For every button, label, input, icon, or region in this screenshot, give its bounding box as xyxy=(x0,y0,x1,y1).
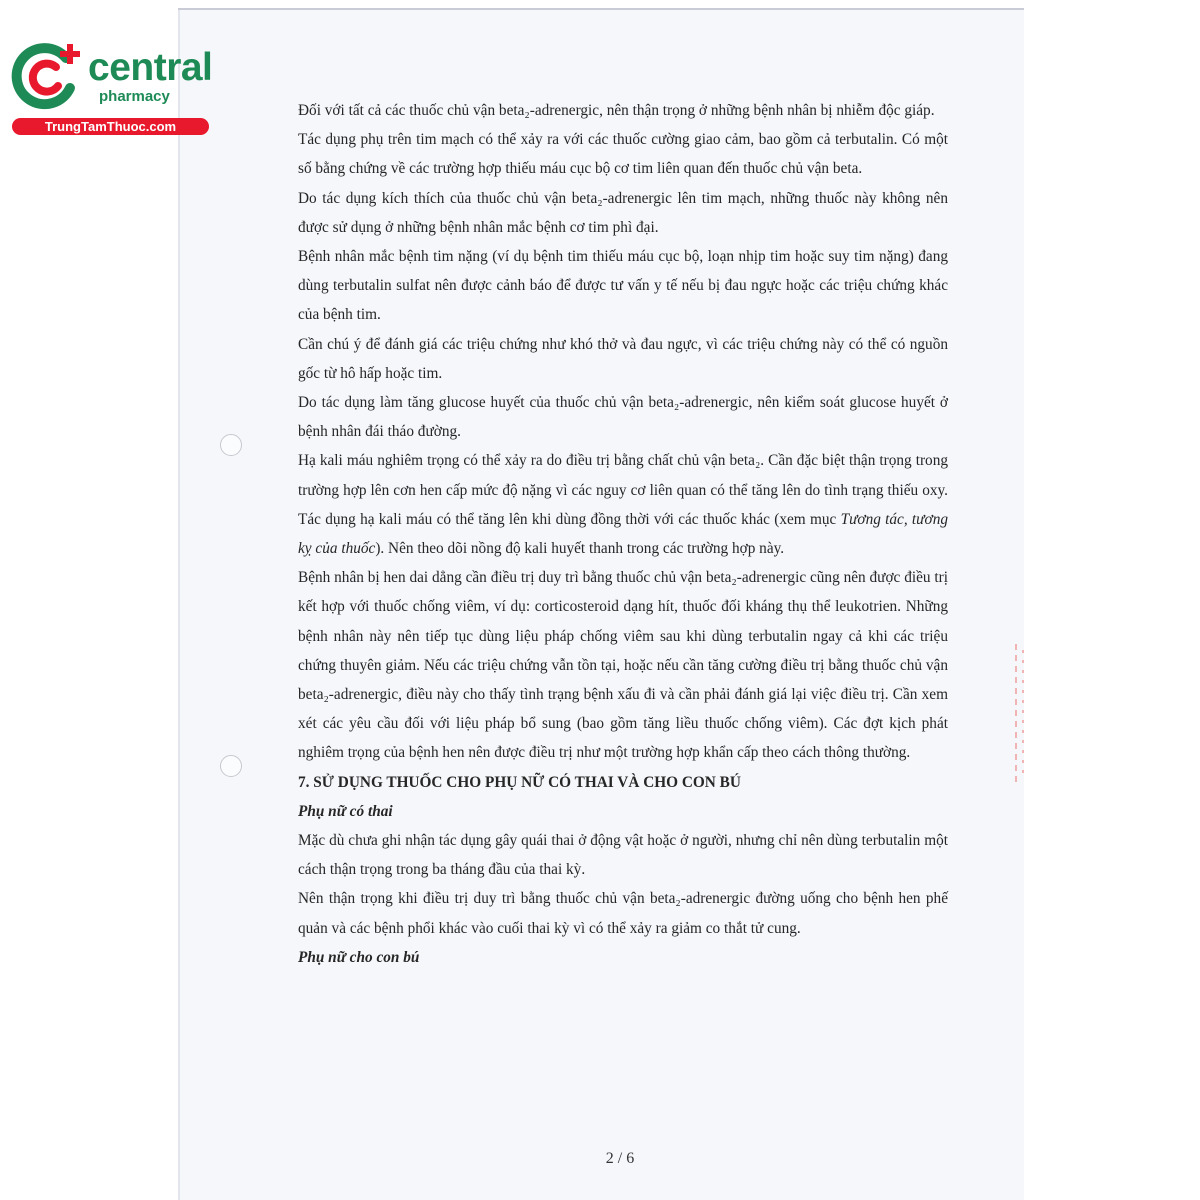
logo-mark-icon xyxy=(10,38,88,116)
text-run: Hạ kali máu nghiêm trọng có thể xảy ra do điều trị bằng chất chủ vận beta₂. Cần đặc biệt thận trọng trong trường hợp lên cơn hen cấp mức độ nặng vì các nguy cơ liên quan có thể tăng lên do tình trạng thiếu oxy. Tác dụng hạ kali máu có thể tăng lên khi dùng đồng thời với các thuốc khác (xem mục xyxy=(298,452,948,528)
paragraph: Nên thận trọng khi điều trị duy trì bằng thuốc chủ vận beta₂-adrenergic đường uống cho bệnh hen phế quản và các bệnh phổi khác vào cuối thai kỳ vì có thể xảy ra giảm co thắt tử cung. xyxy=(298,890,948,937)
paragraph: Tác dụng phụ trên tim mạch có thể xảy ra với các thuốc cường giao cảm, bao gồm cả terbutalin. Có một số bằng chứng về các trường hợp thiếu máu cục bộ cơ tim liên quan đến thuốc chủ vận beta. xyxy=(298,131,948,178)
document-body xyxy=(298,96,948,972)
text-run: ). Nên theo dõi nồng độ kali huyết thanh trong các trường hợp này. xyxy=(375,540,785,558)
hypokalemia-paragraph xyxy=(298,446,948,563)
punch-hole xyxy=(220,434,242,456)
central-pharmacy-logo xyxy=(10,38,215,138)
paragraph: Do tác dụng kích thích của thuốc chủ vận beta₂-adrenergic lên tim mạch, những thuốc này không nên được sử dụng ở những bệnh nhân mắc bệnh cơ tim phì đại. xyxy=(298,189,948,236)
subsection-heading: Phụ nữ có thai xyxy=(298,802,393,820)
section-heading: 7. SỬ DỤNG THUỐC CHO PHỤ NỮ CÓ THAI VÀ CHO CON BÚ xyxy=(298,773,741,791)
red-stamp-mark-icon xyxy=(1010,640,1032,790)
punch-hole xyxy=(220,755,242,777)
paragraph: Đối với tất cả các thuốc chủ vận beta₂-adrenergic, nên thận trọng ở những bệnh nhân bị nhiễm độc giáp. xyxy=(298,102,935,119)
page-edge xyxy=(178,8,1024,10)
subsection-heading: Phụ nữ cho con bú xyxy=(298,948,420,966)
brand-subtitle: pharmacy xyxy=(99,88,170,105)
paragraph: Bệnh nhân mắc bệnh tim nặng (ví dụ bệnh tim thiếu máu cục bộ, loạn nhịp tim hoặc suy tim nặng) đang dùng terbutalin sulfat nên được cảnh báo để được tư vấn y tế nếu bị đau ngực hoặc các triệu chứng khác của bệnh tim. xyxy=(298,248,948,324)
paragraph: Mặc dù chưa ghi nhận tác dụng gây quái thai ở động vật hoặc ở người, nhưng chỉ nên dùng terbutalin một cách thận trọng trong ba tháng đầu của thai kỳ. xyxy=(298,832,948,879)
paragraph: Do tác dụng làm tăng glucose huyết của thuốc chủ vận beta₂-adrenergic, nên kiểm soát glucose huyết ở bệnh nhân đái tháo đường. xyxy=(298,394,948,441)
asthma-paragraph: Bệnh nhân bị hen dai dẳng cần điều trị duy trì bằng thuốc chủ vận beta₂-adrenergic cũng nên được điều trị kết hợp với thuốc chống viêm, ví dụ: corticosteroid dạng hít, thuốc đối kháng thụ thể leukotrien. Những bệnh nhân này nên tiếp tục dùng liệu pháp chống viêm sau khi dùng terbutalin ngay cả khi các triệu chứng thuyên giảm. Nếu các triệu chứng vẫn tồn tại, hoặc nếu cần tăng cường điều trị bằng thuốc chủ vận beta₂-adrenergic, điều này cho thấy tình trạng bệnh xấu đi và cần phải đánh giá lại việc điều trị. Cần xem xét các yêu cầu đối với liệu pháp bổ sung (bao gồm tăng liều thuốc chống viêm). Các đợt kịch phát nghiêm trọng của bệnh hen nên được điều trị như một trường hợp khẩn cấp theo cách thông thường. xyxy=(298,569,948,762)
paragraph: Cần chú ý để đánh giá các triệu chứng như khó thở và đau ngực, vì các triệu chứng này có thể có nguồn gốc từ hô hấp hoặc tim. xyxy=(298,335,948,382)
cross-reference: Tương tác, tương kỵ của thuốc xyxy=(298,510,948,558)
brand-name: central xyxy=(88,46,213,89)
page-number: 2 / 6 xyxy=(605,1150,635,1167)
brand-url[interactable]: TrungTamThuoc.com xyxy=(12,118,209,135)
